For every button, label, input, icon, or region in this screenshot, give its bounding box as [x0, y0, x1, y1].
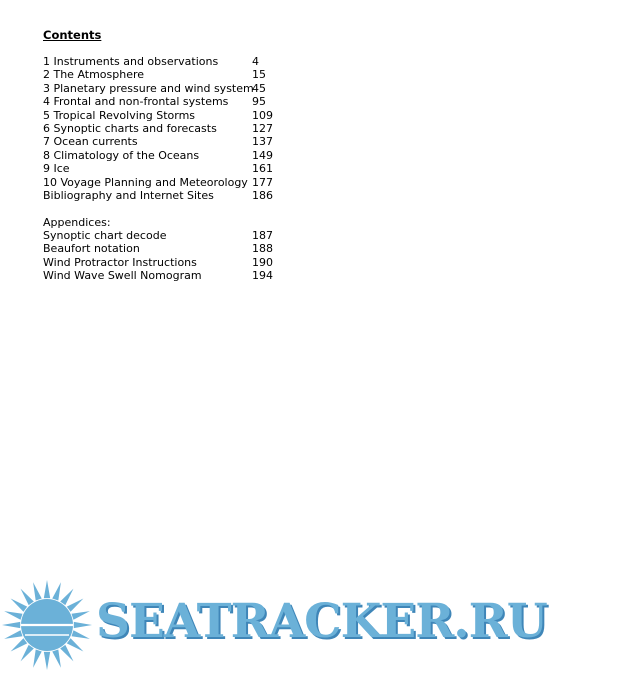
toc-entry-label: 10 Voyage Planning and Meteorology [43, 175, 248, 189]
appendix-entry-page: 194 [252, 269, 273, 283]
appendix-entry [43, 269, 303, 282]
sun-ray [21, 589, 34, 606]
appendix-entry [43, 229, 303, 242]
sun-ray [21, 645, 34, 662]
sun-ray [52, 582, 61, 600]
appendix-entry-page: 190 [252, 255, 273, 269]
sun-ray [44, 652, 50, 670]
sun-ray [72, 630, 90, 639]
toc-entry-page: 137 [252, 135, 273, 149]
toc-entry-page: 15 [252, 68, 266, 82]
appendix-entry [43, 256, 303, 269]
toc-entry [43, 135, 303, 148]
toc-entry [43, 55, 303, 68]
toc-entry-page: 161 [252, 162, 273, 176]
sun-ray [4, 630, 22, 639]
sun-ray [44, 580, 50, 598]
toc-entry-label: 2 The Atmosphere [43, 68, 145, 82]
sun-icon [0, 578, 96, 673]
sun-ray [33, 582, 42, 600]
toc-entry [43, 189, 303, 202]
toc-entry-page: 45 [252, 81, 266, 95]
toc-entry [43, 122, 303, 135]
table-of-contents [43, 28, 303, 283]
toc-entry-page: 186 [252, 188, 273, 202]
toc-entry-label: 1 Instruments and observations [43, 55, 219, 68]
sun-ray [33, 650, 42, 668]
toc-entry-page: 109 [252, 108, 273, 122]
toc-entry [43, 109, 303, 122]
appendix-entry [43, 242, 303, 255]
appendix-entry-label: Synoptic chart decode [43, 229, 167, 243]
toc-entry-label: Bibliography and Internet Sites [43, 188, 214, 202]
sun-ray [4, 611, 22, 620]
toc-entry [43, 95, 303, 108]
toc-entry [43, 82, 303, 95]
toc-entry-page: 177 [252, 175, 273, 189]
toc-entry [43, 149, 303, 162]
toc-entry-label: 3 Planetary pressure and wind system [43, 81, 254, 95]
toc-entry [43, 68, 303, 81]
toc-entry-page: 127 [252, 121, 273, 135]
toc-entry-page: 149 [252, 148, 273, 162]
toc-entry-label: 9 Ice [43, 162, 70, 176]
sun-ray [74, 622, 92, 628]
contents-heading: Contents [43, 28, 102, 42]
toc-entry-label: 7 Ocean currents [43, 135, 138, 149]
appendix-entry-label: Wind Protractor Instructions [43, 255, 197, 269]
toc-entry-label: 5 Tropical Revolving Storms [43, 108, 196, 122]
toc-entry [43, 162, 303, 175]
sun-ray [11, 638, 28, 651]
toc-entry-label: 8 Climatology of the Oceans [43, 148, 200, 162]
sun-ray [2, 622, 20, 628]
appendix-entry-label: Beaufort notation [43, 242, 140, 256]
watermark-text: SEATRACKER.RU [96, 594, 547, 649]
sun-ray [67, 638, 84, 651]
sun-ray [72, 611, 90, 620]
sun-ray [60, 645, 73, 662]
toc-entry-page: 4 [252, 55, 259, 68]
appendix-entry-page: 187 [252, 229, 273, 243]
sun-ray [60, 589, 73, 606]
toc-entry-label: 4 Frontal and non-frontal systems [43, 95, 229, 109]
appendix-entry-page: 188 [252, 242, 273, 256]
toc-entry [43, 176, 303, 189]
appendix-entry-label: Wind Wave Swell Nomogram [43, 269, 202, 283]
appendices-heading: Appendices: [43, 215, 111, 229]
sun-ray [67, 599, 84, 612]
section-spacer [43, 202, 303, 215]
sun-ray [11, 599, 28, 612]
toc-entry-label: 6 Synoptic charts and forecasts [43, 121, 217, 135]
toc-entry-page: 95 [252, 95, 266, 109]
sun-ray [52, 650, 61, 668]
